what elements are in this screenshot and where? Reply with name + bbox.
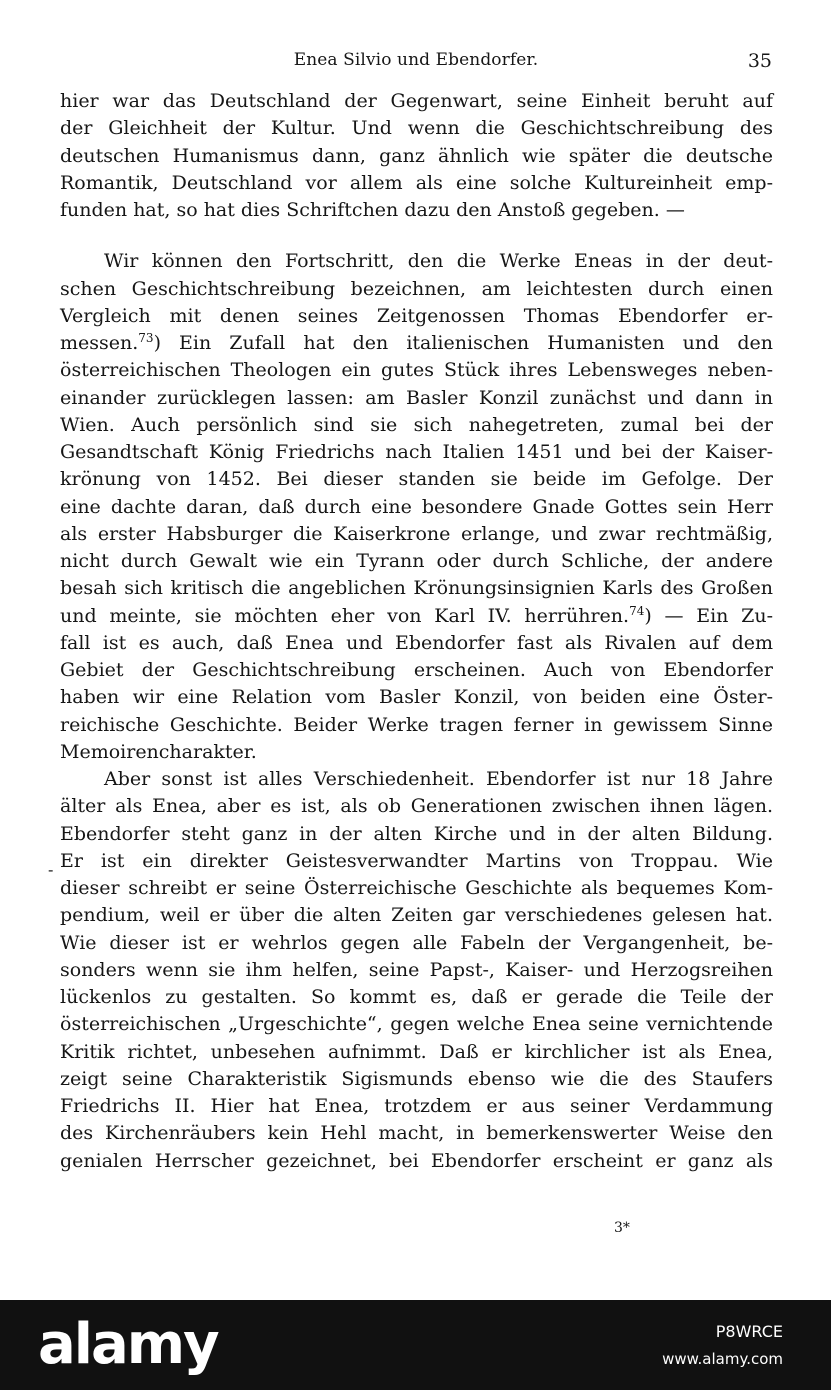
- text-line: Wie dieser ist er wehrlos gegen alle Fabeln der Vergangenheit, be-: [60, 931, 773, 954]
- alamy-logo: alamy: [38, 1312, 218, 1377]
- running-title: Enea Silvio und Ebendorfer.: [293, 50, 539, 70]
- text-line: Friedrichs II. Hier hat Enea, trotzdem er aus seiner Verdammung: [60, 1095, 773, 1117]
- text-line: haben wir eine Relation vom Basler Konzil, von beiden eine Öster-: [60, 686, 773, 709]
- text-line: Er ist ein direkter Geistesverwandter Martins von Troppau. Wie: [60, 849, 773, 872]
- paragraph-gap: [60, 224, 773, 248]
- text-line: Vergleich mit denen seines Zeitgenossen Thomas Ebendorfer er-: [60, 304, 773, 327]
- text-line: des Kirchenräubers kein Hehl macht, in bemerkenswerter Weise den: [60, 1122, 773, 1145]
- signature-mark: 3*: [614, 1220, 630, 1236]
- paragraph-1: [60, 88, 773, 224]
- body-text: [60, 88, 773, 1175]
- text-line: österreichischen „Urgeschichte“, gegen welche Enea seine vernichtende: [60, 1013, 773, 1036]
- text-line: älter als Enea, aber es ist, als ob Generationen zwischen ihnen lägen.: [60, 795, 773, 818]
- margin-mark: -: [48, 860, 54, 879]
- text-line: der Gleichheit der Kultur. Und wenn die Geschichtschreibung des: [60, 117, 773, 140]
- footnote-ref-74: 74: [629, 603, 645, 618]
- text-line: nicht durch Gewalt wie ein Tyrann oder durch Schliche, der andere: [60, 550, 773, 572]
- text-line: dieser schreibt er seine Österreichische Geschichte als bequemes Kom-: [60, 877, 773, 899]
- text-line: fall ist es auch, daß Enea und Ebendorfer fast als Rivalen auf dem: [60, 631, 773, 654]
- text-line: Gebiet der Geschichtschreibung erscheinen. Auch von Ebendorfer: [60, 659, 773, 681]
- line-tail: ) Ein Zufall hat den italienischen Humanisten und den: [153, 332, 773, 354]
- line-tail: ) — Ein Zu-: [644, 604, 773, 627]
- text-line: Ebendorfer steht ganz in der alten Kirche und in der alten Bildung.: [60, 822, 773, 845]
- text-line-with-footnote: [60, 330, 773, 357]
- text-line: Memoirencharakter.: [60, 740, 257, 763]
- text-line: Wir können den Fortschritt, den die Werke Eneas in der deut-: [104, 250, 773, 273]
- text-line: hier war das Deutschland der Gegenwart, seine Einheit beruht auf: [60, 90, 773, 112]
- line-head: messen.: [60, 332, 139, 354]
- text-line: eine dachte daran, daß durch eine besondere Gnade Gottes sein Herr: [60, 495, 773, 518]
- text-line: einander zurücklegen lassen: am Basler Konzil zunächst und dann in: [60, 386, 773, 409]
- text-line: als erster Habsburger die Kaiserkrone erlange, und zwar rechtmäßig,: [60, 522, 773, 545]
- text-line: genialen Herrscher gezeichnet, bei Ebendorfer erscheint er ganz als: [60, 1149, 773, 1172]
- image-id: P8WRCE: [715, 1322, 783, 1341]
- text-line: funden hat, so hat dies Schriftchen dazu den Anstoß gegeben. —: [60, 199, 685, 221]
- text-line: reichische Geschichte. Beider Werke tragen ferner in gewissem Sinne: [60, 713, 773, 736]
- text-line: schen Geschichtschreibung bezeichnen, am leichtesten durch einen: [60, 277, 773, 300]
- page-number: 35: [747, 50, 772, 72]
- line-head: und meinte, sie möchten eher von Karl IV. herrühren.: [60, 604, 630, 627]
- footnote-ref-73: 73: [138, 331, 154, 345]
- running-head: [60, 50, 772, 80]
- text-line: österreichischen Theologen ein gutes Stück ihres Lebensweges neben-: [60, 359, 773, 382]
- text-line: besah sich kritisch die angeblichen Krönungsinsignien Karls des Großen: [60, 577, 773, 600]
- text-line: deutschen Humanismus dann, ganz ähnlich wie später die deutsche: [60, 144, 773, 167]
- text-line: Gesandtschaft König Friedrichs nach Italien 1451 und bei der Kaiser-: [60, 441, 773, 463]
- text-line: lückenlos zu gestalten. So kommt es, daß er gerade die Teile der: [60, 986, 773, 1008]
- text-line: krönung von 1452. Bei dieser standen sie beide im Gefolge. Der: [60, 468, 773, 491]
- text-line: Romantik, Deutschland vor allem als eine solche Kultureinheit emp-: [60, 171, 773, 194]
- text-line: pendium, weil er über die alten Zeiten gar verschiedenes gelesen hat.: [60, 904, 773, 927]
- paragraph-3: [60, 766, 773, 1175]
- text-line: sonders wenn sie ihm helfen, seine Papst-, Kaiser- und Herzogsreihen: [60, 958, 773, 981]
- text-line: Wien. Auch persönlich sind sie sich nahegetreten, zumal bei der: [60, 413, 773, 436]
- text-line: Aber sonst ist alles Verschiedenheit. Ebendorfer ist nur 18 Jahre: [104, 768, 773, 790]
- paragraph-2: [60, 248, 773, 766]
- text-line-with-footnote: [60, 603, 773, 630]
- site-url: www.alamy.com: [662, 1350, 783, 1368]
- text-line: zeigt seine Charakteristik Sigismunds ebenso wie die des Staufers: [60, 1067, 773, 1090]
- text-line: Kritik richtet, unbesehen aufnimmt. Daß er kirchlicher ist als Enea,: [60, 1040, 773, 1063]
- watermark-banner: [0, 1300, 831, 1390]
